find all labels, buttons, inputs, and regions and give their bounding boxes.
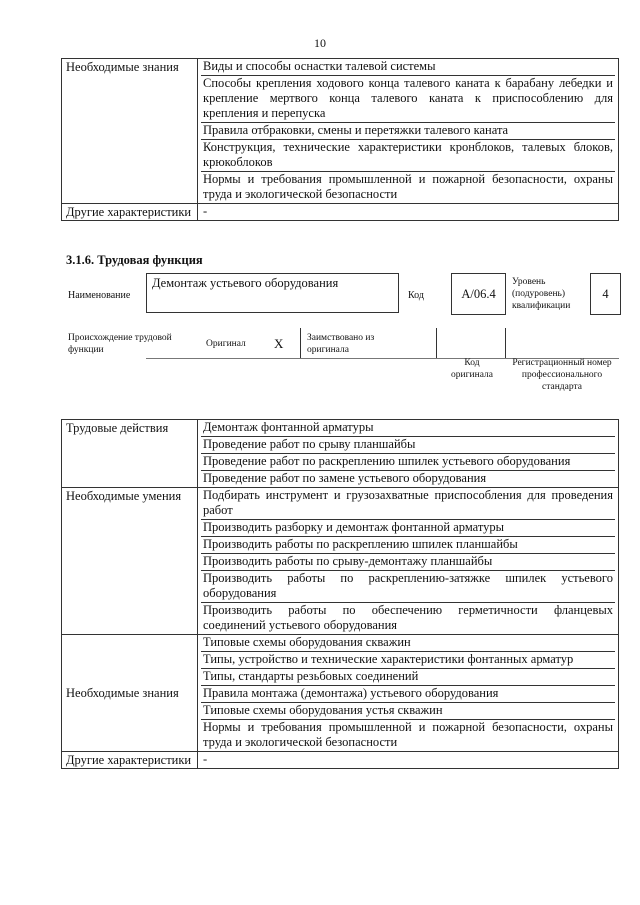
list-item: Демонтаж фонтанной арматуры	[201, 420, 615, 437]
list-item: Производить работы по срыву-демонтажу планшайбы	[201, 554, 615, 571]
list-item: Типовые схемы оборудования устья скважин	[201, 703, 615, 720]
list-item: Правила отбраковки, смены и перетяжки талевого каната	[201, 123, 615, 140]
list-item: Конструкция, технические характеристики кронблоков, талевых блоков, крюкоблоков	[201, 140, 615, 172]
list-item: -	[203, 752, 208, 766]
row-label: Необходимые умения	[62, 488, 198, 635]
page-number: 10	[314, 36, 326, 50]
table-row	[62, 488, 619, 635]
row-items	[198, 59, 619, 204]
table-row	[62, 635, 619, 752]
list-item: Подбирать инструмент и грузозахватные приспособления для проведения работ	[201, 488, 615, 520]
function-code-box: A/06.4	[451, 273, 506, 315]
row-label: Другие характеристики	[62, 204, 198, 221]
list-item: Правила монтажа (демонтажа) устьевого оборудования	[201, 686, 615, 703]
origin-divider	[436, 328, 437, 358]
list-item: Проведение работ по замене устьевого оборудования	[203, 471, 487, 485]
row-label: Трудовые действия	[62, 420, 198, 488]
row-items	[198, 752, 619, 769]
row-items	[198, 635, 619, 752]
list-item: Нормы и требования промышленной и пожарной безопасности, охраны труда и экологической безопасности	[203, 720, 613, 749]
section-title: 3.1.6. Трудовая функция	[66, 253, 203, 267]
original-mark: X	[274, 336, 284, 351]
table-row	[62, 752, 619, 769]
row-items	[198, 420, 619, 488]
origin-label: Происхождение трудовой функции	[68, 333, 172, 355]
list-item: Способы крепления ходового конца талевого каната к барабану лебедки и крепление мертвого конца талевого каната к приспособлению для крепления и перепуска	[201, 76, 615, 123]
qualification-level-box: 4	[590, 273, 621, 315]
function-name-box: Демонтаж устьевого оборудования	[146, 273, 399, 313]
list-item: Проведение работ по срыву планшайбы	[201, 437, 615, 454]
labor-function-table	[61, 419, 619, 769]
origin-divider	[300, 328, 301, 358]
code-label: Код	[408, 290, 424, 301]
list-item: Производить работы по раскреплению-затяжке шпилек устьевого оборудования	[201, 571, 615, 603]
table-row	[62, 420, 619, 488]
origin-code-label: Код оригинала	[451, 358, 493, 380]
name-label: Наименование	[68, 290, 131, 301]
origin-divider	[505, 328, 506, 358]
list-item: Производить разборку и демонтаж фонтанной арматуры	[201, 520, 615, 537]
table-row	[62, 59, 619, 204]
list-item: Типы, устройство и технические характеристики фонтанных арматур	[201, 652, 615, 669]
row-label: Другие характеристики	[62, 752, 198, 769]
reg-number-label: Регистрационный номер профессионального стандарта	[512, 358, 612, 392]
list-item: Производить работы по раскреплению шпилек планшайбы	[201, 537, 615, 554]
borrowed-label: Заимствовано из оригинала	[307, 333, 375, 355]
list-item: Виды и способы оснастки талевой системы	[201, 59, 615, 76]
level-label: Уровень (подуровень) квалификации	[512, 277, 571, 311]
list-item: Производить работы по обеспечению герметичности фланцевых соединений устьевого оборудования	[203, 603, 613, 632]
list-item: -	[203, 204, 208, 218]
row-label: Необходимые знания	[62, 635, 198, 752]
row-items	[198, 204, 619, 221]
table-row	[62, 204, 619, 221]
list-item: Типы, стандарты резьбовых соединений	[201, 669, 615, 686]
list-item: Типовые схемы оборудования скважин	[201, 635, 615, 652]
row-items	[198, 488, 619, 635]
row-label: Необходимые знания	[62, 59, 198, 204]
list-item: Нормы и требования промышленной и пожарной безопасности, охраны труда и экологической безопасности	[203, 172, 613, 201]
knowledge-table-top	[61, 58, 619, 221]
list-item: Проведение работ по раскреплению шпилек устьевого оборудования	[201, 454, 615, 471]
original-label: Оригинал	[206, 339, 246, 349]
